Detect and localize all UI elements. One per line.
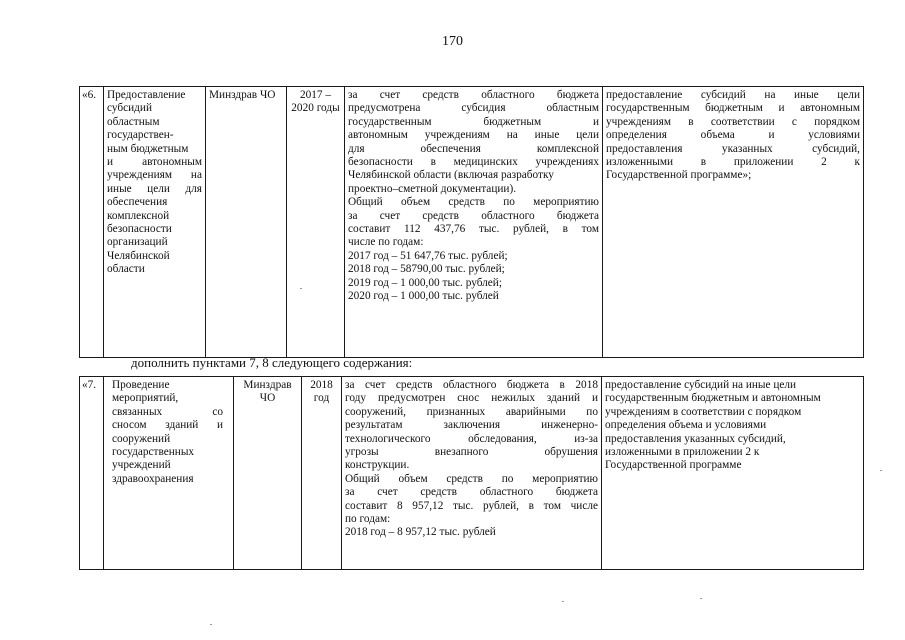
description-line: автономным учреждениям на иные цели — [348, 129, 599, 142]
measure-name-line: учреждениям на — [107, 169, 202, 182]
description-line: за счет средств областного бюджета — [348, 209, 599, 222]
measure-name-line: областным — [107, 115, 160, 128]
description-line: 2017 год – 51 647,76 тыс. рублей; — [348, 249, 508, 262]
result-line: государственным бюджетным и автономным — [605, 392, 821, 405]
result-line: учреждениям в соответствии с порядком — [605, 405, 802, 418]
result-cell — [602, 377, 864, 570]
result-line: предоставление субсидий на иные цели — [605, 379, 797, 391]
measure-name-line: организаций — [107, 236, 168, 249]
measure-name-line: области — [107, 263, 145, 276]
description-line: составит 112 437,76 тыс. рублей, в том — [348, 223, 599, 236]
result-line: изложенными в приложении 2 к — [605, 446, 760, 459]
description-line: 2020 год – 1 000,00 тыс. рублей — [348, 290, 499, 303]
measure-name-line: сооружений — [112, 432, 171, 445]
measure-name-line: обеспечения — [107, 196, 168, 209]
description-line: 2019 год – 1 000,00 тыс. рублей; — [348, 276, 502, 289]
measure-name-line: субсидий — [107, 102, 153, 115]
row-number: «6. — [80, 87, 104, 358]
scan-speck — [210, 624, 212, 625]
measure-name-line: сносом зданий и — [112, 419, 223, 432]
description-line: результатам заключения инженерно- — [345, 419, 598, 432]
measure-name-line: и автономным — [107, 156, 202, 169]
description-line: числе по годам: — [348, 236, 424, 249]
measure-name-line: иные цели для — [107, 182, 202, 195]
description-line: безопасности в медицинских учреждениях — [348, 156, 599, 169]
result-line: изложенными в приложении 2 к — [606, 156, 860, 169]
measure-name-line: Челябинской — [107, 249, 170, 262]
period-cell: 2017 – 2020 годы — [287, 87, 345, 358]
measure-name-line: связанных со — [112, 405, 223, 418]
measure-name-line: Проведение — [112, 379, 170, 391]
description-line: проектно–сметной документации). — [348, 182, 517, 195]
description-line: за счет средств областного бюджета — [348, 89, 599, 101]
result-line: государственным бюджетным и автономным — [606, 102, 860, 115]
page-number: 170 — [442, 34, 463, 49]
description-line: конструкции. — [345, 459, 410, 472]
description-line: составит 8 957,12 тыс. рублей, в том числе — [345, 499, 598, 512]
amendment-instruction: дополнить пунктами 7, 8 следующего содержания: — [131, 355, 413, 370]
row-number: «7. — [80, 377, 104, 570]
result-line: учреждениям в соответствии с порядком — [606, 115, 860, 128]
measures-table-row-7 — [79, 376, 864, 570]
measure-name-line: государствен- — [107, 129, 174, 142]
measure-name-cell — [104, 87, 206, 358]
description-line: предусмотрена субсидия областным — [348, 102, 599, 115]
measure-name-line: Предоставление — [107, 89, 186, 101]
table-row — [80, 87, 864, 358]
description-line: 2018 год – 58790,00 тыс. рублей; — [348, 263, 505, 276]
result-line: предоставления указанных субсидий, — [605, 432, 786, 445]
measure-name-line: мероприятий, — [112, 392, 179, 405]
description-line: за счет средств областного бюджета — [345, 486, 598, 499]
description-line: за счет средств областного бюджета в 2018 — [345, 379, 598, 391]
period-cell: 2018 год — [302, 377, 342, 570]
scan-speck — [300, 288, 302, 289]
description-line: Общий объем средств по мероприятию — [348, 196, 599, 209]
description-line: 2018 год – 8 957,12 тыс. рублей — [345, 526, 496, 539]
result-line: Государственной программе»; — [606, 169, 752, 182]
result-cell — [603, 87, 864, 358]
description-line: Челябинской области (включая разработку — [348, 169, 554, 182]
measure-name-line: учреждений — [112, 459, 171, 472]
result-line: Государственной программе — [605, 459, 742, 472]
scan-speck — [700, 598, 702, 599]
result-line: предоставления указанных субсидий, — [606, 142, 860, 155]
description-line: сооружений, признанных аварийными по — [345, 405, 598, 418]
measure-name-cell — [104, 377, 234, 570]
result-line: предоставление субсидий на иные цели — [606, 89, 860, 101]
measure-name-line: здравоохранения — [112, 472, 194, 485]
description-line: технологического обследования, из-за — [345, 432, 598, 445]
description-cell — [342, 377, 602, 570]
measure-name-line: комплексной — [107, 209, 170, 222]
description-line: Общий объем средств по мероприятию — [345, 472, 598, 485]
executor-cell: Минздрав ЧО — [234, 377, 302, 570]
description-line: для обеспечения комплексной — [348, 142, 599, 155]
description-line: году предусмотрен снос нежилых зданий и — [345, 392, 598, 405]
scan-speck — [562, 601, 564, 602]
measure-name-line: безопасности — [107, 223, 172, 236]
scan-speck — [880, 470, 882, 471]
description-line: по годам: — [345, 513, 391, 526]
description-cell — [345, 87, 603, 358]
result-line: определения объема и условиями — [605, 419, 767, 432]
executor-cell: Минздрав ЧО — [206, 87, 287, 358]
description-line: угрозы внезапного обрушения — [345, 446, 598, 459]
result-line: определения объема и условиями — [606, 129, 860, 142]
measures-table-row-6 — [79, 86, 864, 358]
table-row — [80, 377, 864, 570]
measure-name-line: государственных — [112, 446, 195, 459]
description-line: государственным бюджетным и — [348, 115, 599, 128]
measure-name-line: ным бюджетным — [107, 142, 189, 155]
